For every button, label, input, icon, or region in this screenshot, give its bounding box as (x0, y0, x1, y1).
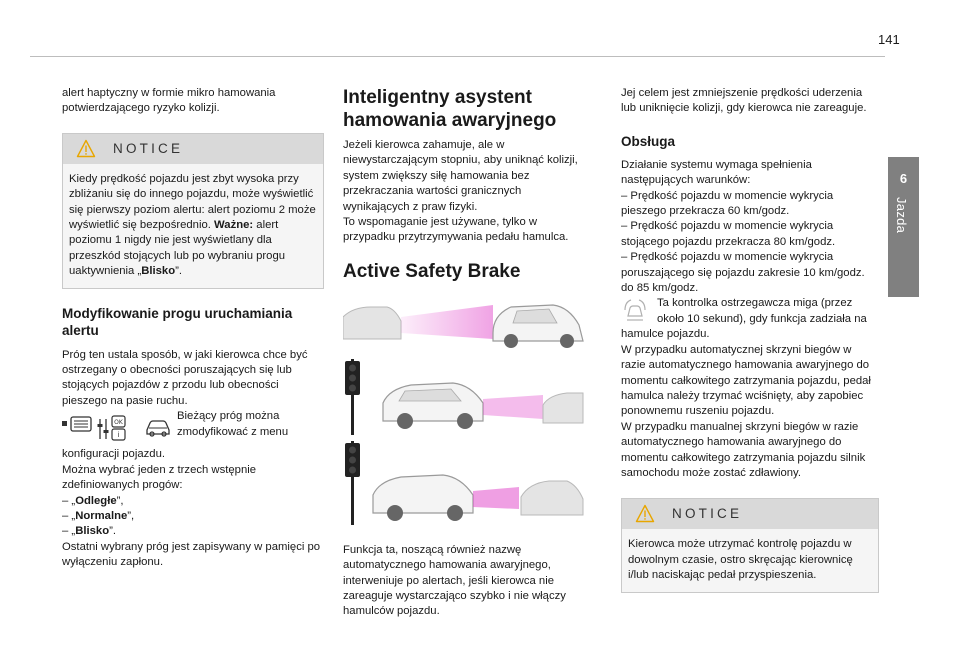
option-item: – „Normalne”, (62, 509, 135, 522)
option-item: – „Odległe”, (62, 494, 124, 507)
illustration-approach (343, 297, 587, 353)
notice-text-a: Kiedy prędkość pojazdu jest zbyt wysoka przy zbliżaniu się do innego pojazdu, może wyświetlić się pierwszy poziom alertu: alert poziomu 2 może wyświetlić się bezpośrednio. (69, 172, 316, 232)
settings-menu-icon (62, 415, 132, 446)
assist-paragraph-2: To wspomaganie jest używane, tylko w przypadku przytrzymywania pedału hamulca. (343, 216, 569, 244)
page-number: 141 (878, 32, 900, 47)
vehicle-icon (144, 418, 172, 443)
illustration-braking (343, 441, 587, 525)
notice-header (622, 499, 878, 529)
chapter-title: Jazda (894, 197, 909, 234)
warning-triangle-icon (635, 504, 655, 528)
notice-label: NOTICE (113, 140, 184, 156)
illustration-traffic-light (343, 359, 587, 435)
icon-row (62, 409, 324, 447)
icon-description: Bieżący próg można zmodyfikować z menu (177, 410, 289, 438)
chapter-number: 6 (899, 171, 908, 186)
condition-item: – Prędkość pojazdu w momencie wykrycia pieszego przekracza 60 km/godz. (621, 189, 834, 218)
notice-text-c: ”. (175, 265, 183, 278)
collision-warning-icon (621, 296, 649, 329)
conditions-list (621, 189, 879, 297)
warning-triangle-icon (76, 139, 96, 163)
condition-item: – Prędkość pojazdu w momencie wykrycia poruszającego się pojazdu zakresie 10 km/godz. do 85 km/godz. (621, 251, 865, 295)
notice-body (63, 164, 323, 288)
manual-gearbox-paragraph: W przypadku manualnej skrzyni biegów w razie automatycznego hamowania awaryjnego do momentu całkowitego zatrzymania pojazdu silnik samochodu może zostać zdławiony. (621, 420, 866, 479)
warning-lamp-text: Ta kontrolka ostrzegawcza miga (przez około 10 sekund), gdy funkcja zadziała na (657, 297, 867, 325)
heading-emergency-assist: Inteligentny asystent hamowania awaryjnego (343, 87, 557, 131)
heading-active-safety-brake: Active Safety Brake (343, 260, 521, 282)
threshold-options-list (62, 494, 324, 540)
intro-text: alert haptyczny w formie mikro hamowania potwierdzającego ryzyko kolizji. (62, 87, 276, 115)
section-heading-threshold: Modyfikowanie progu uruchamiania alertu (62, 305, 293, 338)
notice-box (62, 133, 324, 289)
config-paragraph: konfiguracji pojazdu. (62, 448, 165, 461)
brakes-text: hamulce pojazdu. (621, 328, 710, 341)
section-heading-operation: Obsługa (621, 133, 676, 149)
purpose-paragraph: Jej celem jest zmniejszenie prędkości uderzenia lub uniknięcie kolizji, gdy kierowca nie zareaguje. (621, 87, 867, 115)
conditions-intro: Działanie systemu wymaga spełnienia następujących warunków: (621, 158, 812, 187)
options-intro: Można wybrać jeden z trzech wstępnie zdefiniowanych progów: (62, 463, 257, 492)
notice-label: NOTICE (672, 506, 743, 522)
notice-text (69, 172, 318, 280)
notice-body (622, 529, 878, 591)
automatic-gearbox-paragraph: W przypadku automatycznej skrzyni biegów w razie automatycznego hamowania awaryjnego do momentu całkowitego zatrzymania pojazdu, pedał hamulca należy trzymać wciśnięty, aby zapobiec ponownemu ruszeniu pojazdu. (621, 343, 871, 418)
header-rule (30, 56, 885, 57)
threshold-paragraph: Próg ten ustala sposób, w jaki kierowca chce być ostrzegany o obecności poruszających się lub stojących pojazdów z przodu lub obecności pieszego na pasie ruchu. (62, 348, 308, 407)
assist-paragraph: Jeżeli kierowca zahamuje, ale w niewystarczającym stopniu, aby uniknąć kolizji, system zwiększy siłę hamowania bez przekraczania wartości granicznych wynikających z praw fizyki. (343, 139, 578, 213)
svg-text:i: i (117, 431, 120, 440)
chapter-tab[interactable] (888, 157, 919, 297)
notice-header (63, 134, 323, 164)
notice-text: Kierowca może utrzymać kontrolę pojazdu w dowolnym czasie, ostro skręcając kierownicę i/lub naciskając pedał przyspieszenia. (628, 538, 853, 582)
safety-brake-paragraph: Funkcja ta, noszącą również nazwę automatycznego hamowania awaryjnego, interweniuje po alertach, jeśli kierowca nie zareaguje wystarczająco szybko i nie włączy hamulców pojazdu. (343, 543, 566, 618)
condition-item: – Prędkość pojazdu w momencie wykrycia stojącego pojazdu przekracza 80 km/godz. (621, 220, 836, 248)
column-right (621, 86, 879, 593)
warning-lamp-row (621, 296, 879, 327)
notice-box-right (621, 498, 879, 592)
memory-paragraph: Ostatni wybrany próg jest zapisywany w pamięci po wyłączeniu zapłonu. (62, 540, 321, 569)
column-left (62, 86, 324, 571)
notice-text-b: alert poziomu 1 nigdy nie jest wyświetlany dla przeszkód stojących lub po wybraniu progu uaktywnienia „ (69, 219, 286, 278)
svg-text:OK: OK (114, 419, 123, 427)
column-middle (343, 86, 587, 620)
notice-bold-label: Ważne: (214, 219, 254, 232)
option-item: – „Blisko”. (62, 525, 116, 538)
notice-bold-value: Blisko (141, 265, 176, 278)
